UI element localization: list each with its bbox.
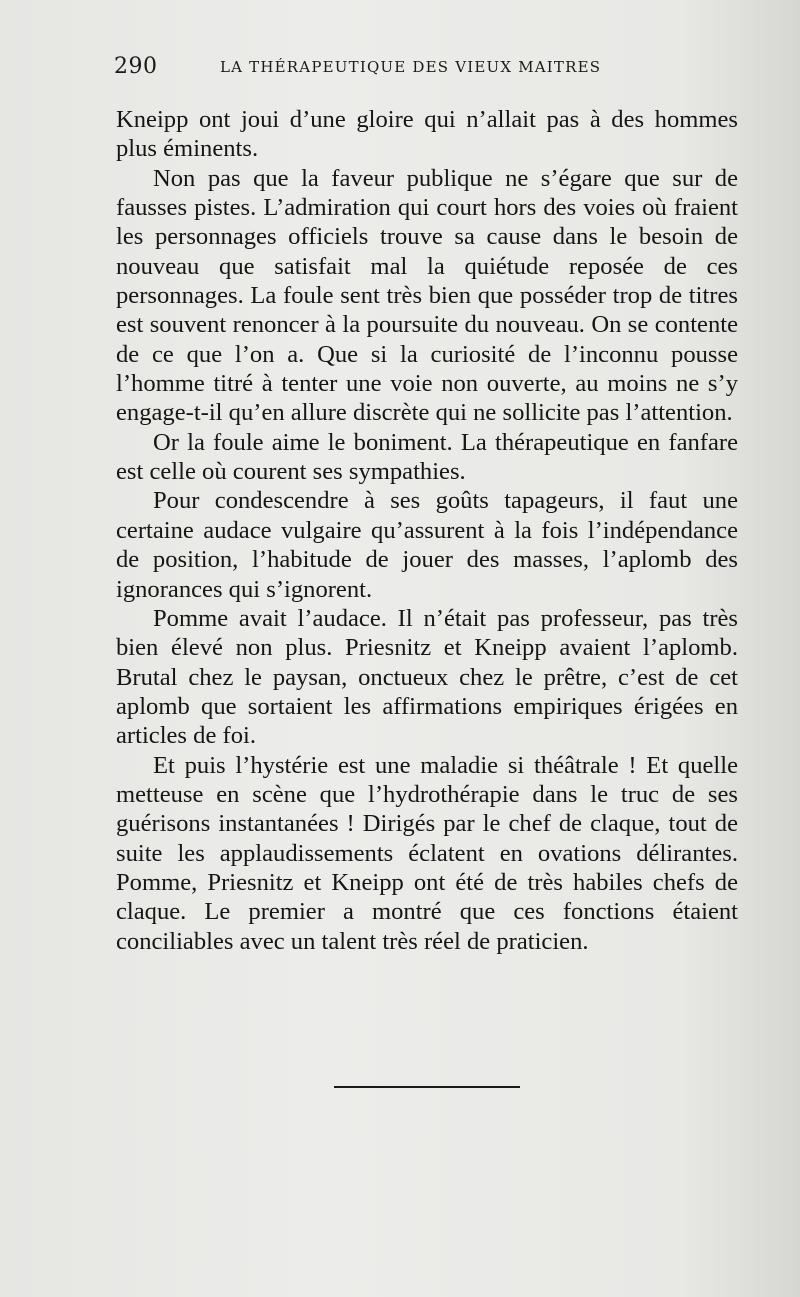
section-end-rule: [334, 1086, 520, 1088]
paragraph: Pomme avait l’audace. Il n’était pas professeur, pas très bien élevé non plus. Priesnitz et Kneipp avaient l’aplomb. Brutal chez le paysan, onctueux chez le prêtre, c’est de cet aplomb que sortaient les affirmations empiriques érigées en articles de foi.: [116, 604, 738, 750]
paragraph: Et puis l’hystérie est une maladie si théâtrale ! Et quelle metteuse en scène que l’hydrothérapie dans le truc de ses guérisons instantanées ! Dirigés par le chef de claque, tout de suite les applaudissements éclatent en ovations délirantes. Pomme, Priesnitz et Kneipp ont été de très habiles chefs de claque. Le premier a montré que ces fonctions étaient conciliables avec un talent très réel de praticien.: [116, 751, 738, 955]
paragraph: Kneipp ont joui d’une gloire qui n’allait pas à des hommes plus éminents.: [116, 106, 738, 163]
page-header: [114, 54, 644, 84]
paragraph: Or la foule aime le boniment. La thérapeutique en fanfare est celle où courent ses sympathies.: [116, 428, 738, 486]
running-title: LA THÉRAPEUTIQUE DES VIEUX MAITRES: [220, 58, 602, 76]
paragraph: Non pas que la faveur publique ne s’égare que sur de fausses pistes. L’admiration qui court hors des voies où fraient les personnages officiels trouve sa cause dans le besoin de nouveau que satisfait mal la quiétude reposée de ces personnages. La foule sent très bien que posséder trop de titres est souvent renoncer à la poursuite du nouveau. On se contente de ce que l’on a. Que si la curiosité de l’inconnu pousse l’homme titré à tenter une voie non ouverte, au moins ne s’y engage-t-il qu’en allure discrète qui ne sollicite pas l’attention.: [116, 164, 738, 427]
body-text: [116, 105, 738, 956]
paragraph: Pour condescendre à ses goûts tapageurs, il faut une certaine audace vulgaire qu’assurent à la fois l’indépendance de position, l’habitude de jouer des masses, l’aplomb des ignorances qui s’ignorent.: [116, 487, 738, 603]
page-number: 290: [114, 54, 158, 79]
